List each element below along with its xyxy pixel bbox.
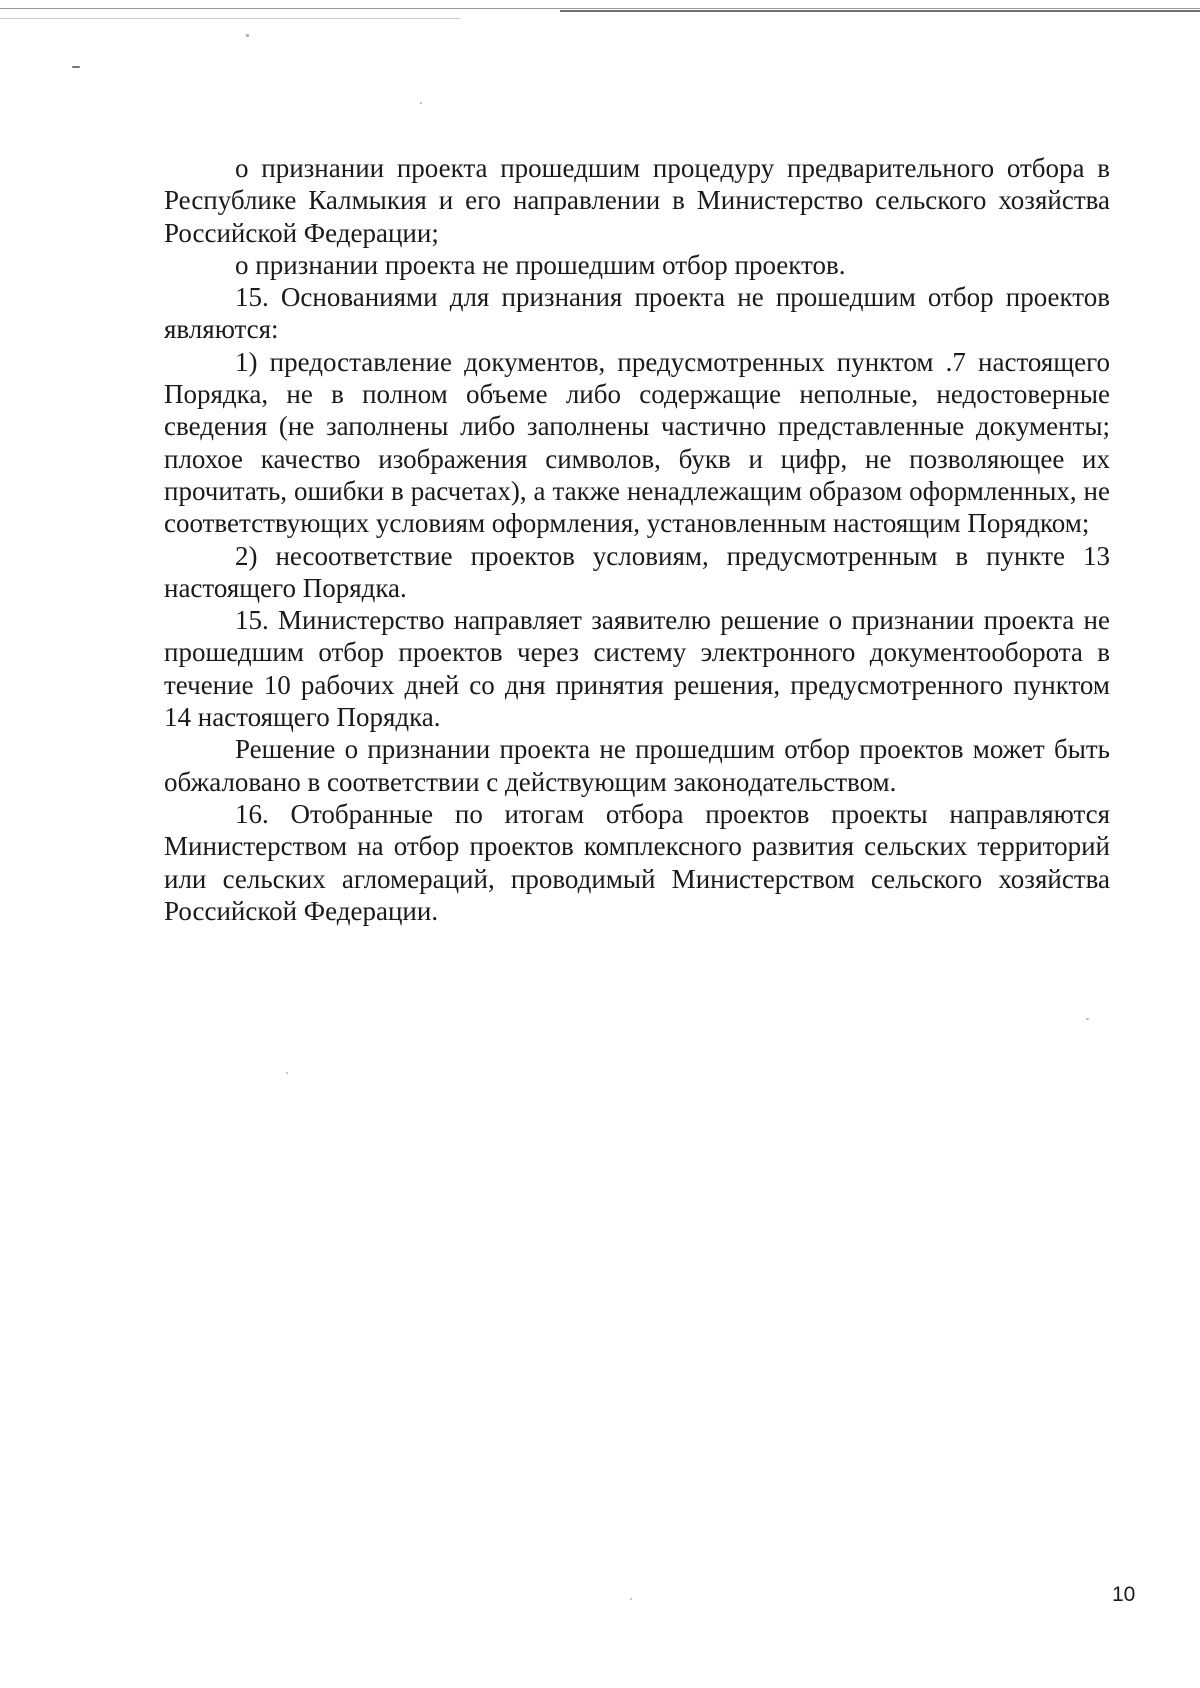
scan-artifact-mark <box>286 1072 288 1074</box>
scan-artifact-mark <box>72 66 80 68</box>
paragraph: о признании проекта не прошедшим отбор проектов. <box>235 249 846 280</box>
scan-artifact-line <box>560 10 1200 12</box>
scan-artifact-mark <box>1086 1018 1089 1020</box>
paragraph: 1) предоставление документов, предусмотренных пунктом .7 настоящего Порядка, не в полном объеме либо содержащие неполные, недостоверные сведения (не заполнены либо заполнены частично представленные документы; плохое качество изображения символов, букв и цифр, не позволяющее их прочитать, ошибки в расчетах), а также ненадлежащим образом оформленных, не соответствующих условиям оформления, установленным настоящим Порядком; <box>164 346 1110 539</box>
paragraph: 2) несоответствие проектов условиям, предусмотренным в пункте 13 настоящего Порядка. <box>164 540 1110 603</box>
paragraph: о признании проекта прошедшим процедуру предварительного отбора в Республике Калмыкия и его направлении в Министерство сельского хозяйства Российской Федерации; <box>164 153 1110 248</box>
scan-artifact-mark <box>420 102 422 104</box>
scan-artifact-line <box>0 18 460 19</box>
paragraph: Решение о признании проекта не прошедшим отбор проектов может быть обжаловано в соответствии с действующим законодательством. <box>164 734 1110 797</box>
paragraph: 15. Основаниями для признания проекта не прошедшим отбор проектов являются: <box>164 282 1110 345</box>
page-number: 10 <box>1112 1583 1136 1606</box>
scan-artifact-mark <box>246 34 249 37</box>
paragraph: 15. Министерство направляет заявителю решение о признании проекта не прошедшим отбор проектов через систему электронного документооборота в течение 10 рабочих дней со дня принятия решения, предусмотренного пунктом 14 настоящего Порядка. <box>164 605 1110 733</box>
scan-artifact-line <box>0 8 1200 9</box>
paragraph: 16. Отобранные по итогам отбора проектов проекты направляются Министерством на отбор проектов комплексного развития сельских территорий или сельских агломераций, проводимый Министерством сельского хозяйства Российской Федерации. <box>164 798 1110 926</box>
scan-artifact-mark <box>630 1598 632 1600</box>
document-body <box>164 152 1110 927</box>
